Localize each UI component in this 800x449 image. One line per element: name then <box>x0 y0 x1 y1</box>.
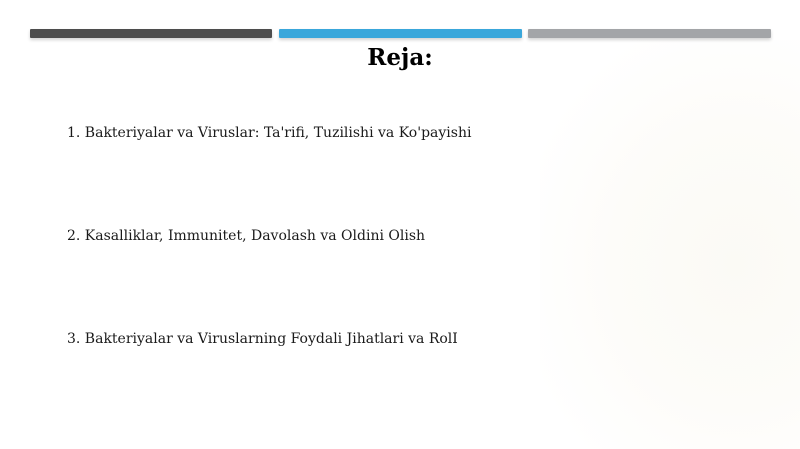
agenda-item: 3. Bakteriyalar va Viruslarning Foydali Jihatlari va RolI <box>67 331 458 347</box>
slide-title: Reja: <box>367 44 433 71</box>
header-bar-blue <box>279 29 522 38</box>
header-bar-gray <box>528 29 771 38</box>
agenda-item: 2. Kasalliklar, Immunitet, Davolash va Oldini Olish <box>67 228 426 244</box>
agenda-item: 1. Bakteriyalar va Viruslar: Ta'rifi, Tuzilishi va Ko'payishi <box>67 125 472 141</box>
header-bar-dark <box>30 29 272 38</box>
background-decoration <box>540 40 800 449</box>
